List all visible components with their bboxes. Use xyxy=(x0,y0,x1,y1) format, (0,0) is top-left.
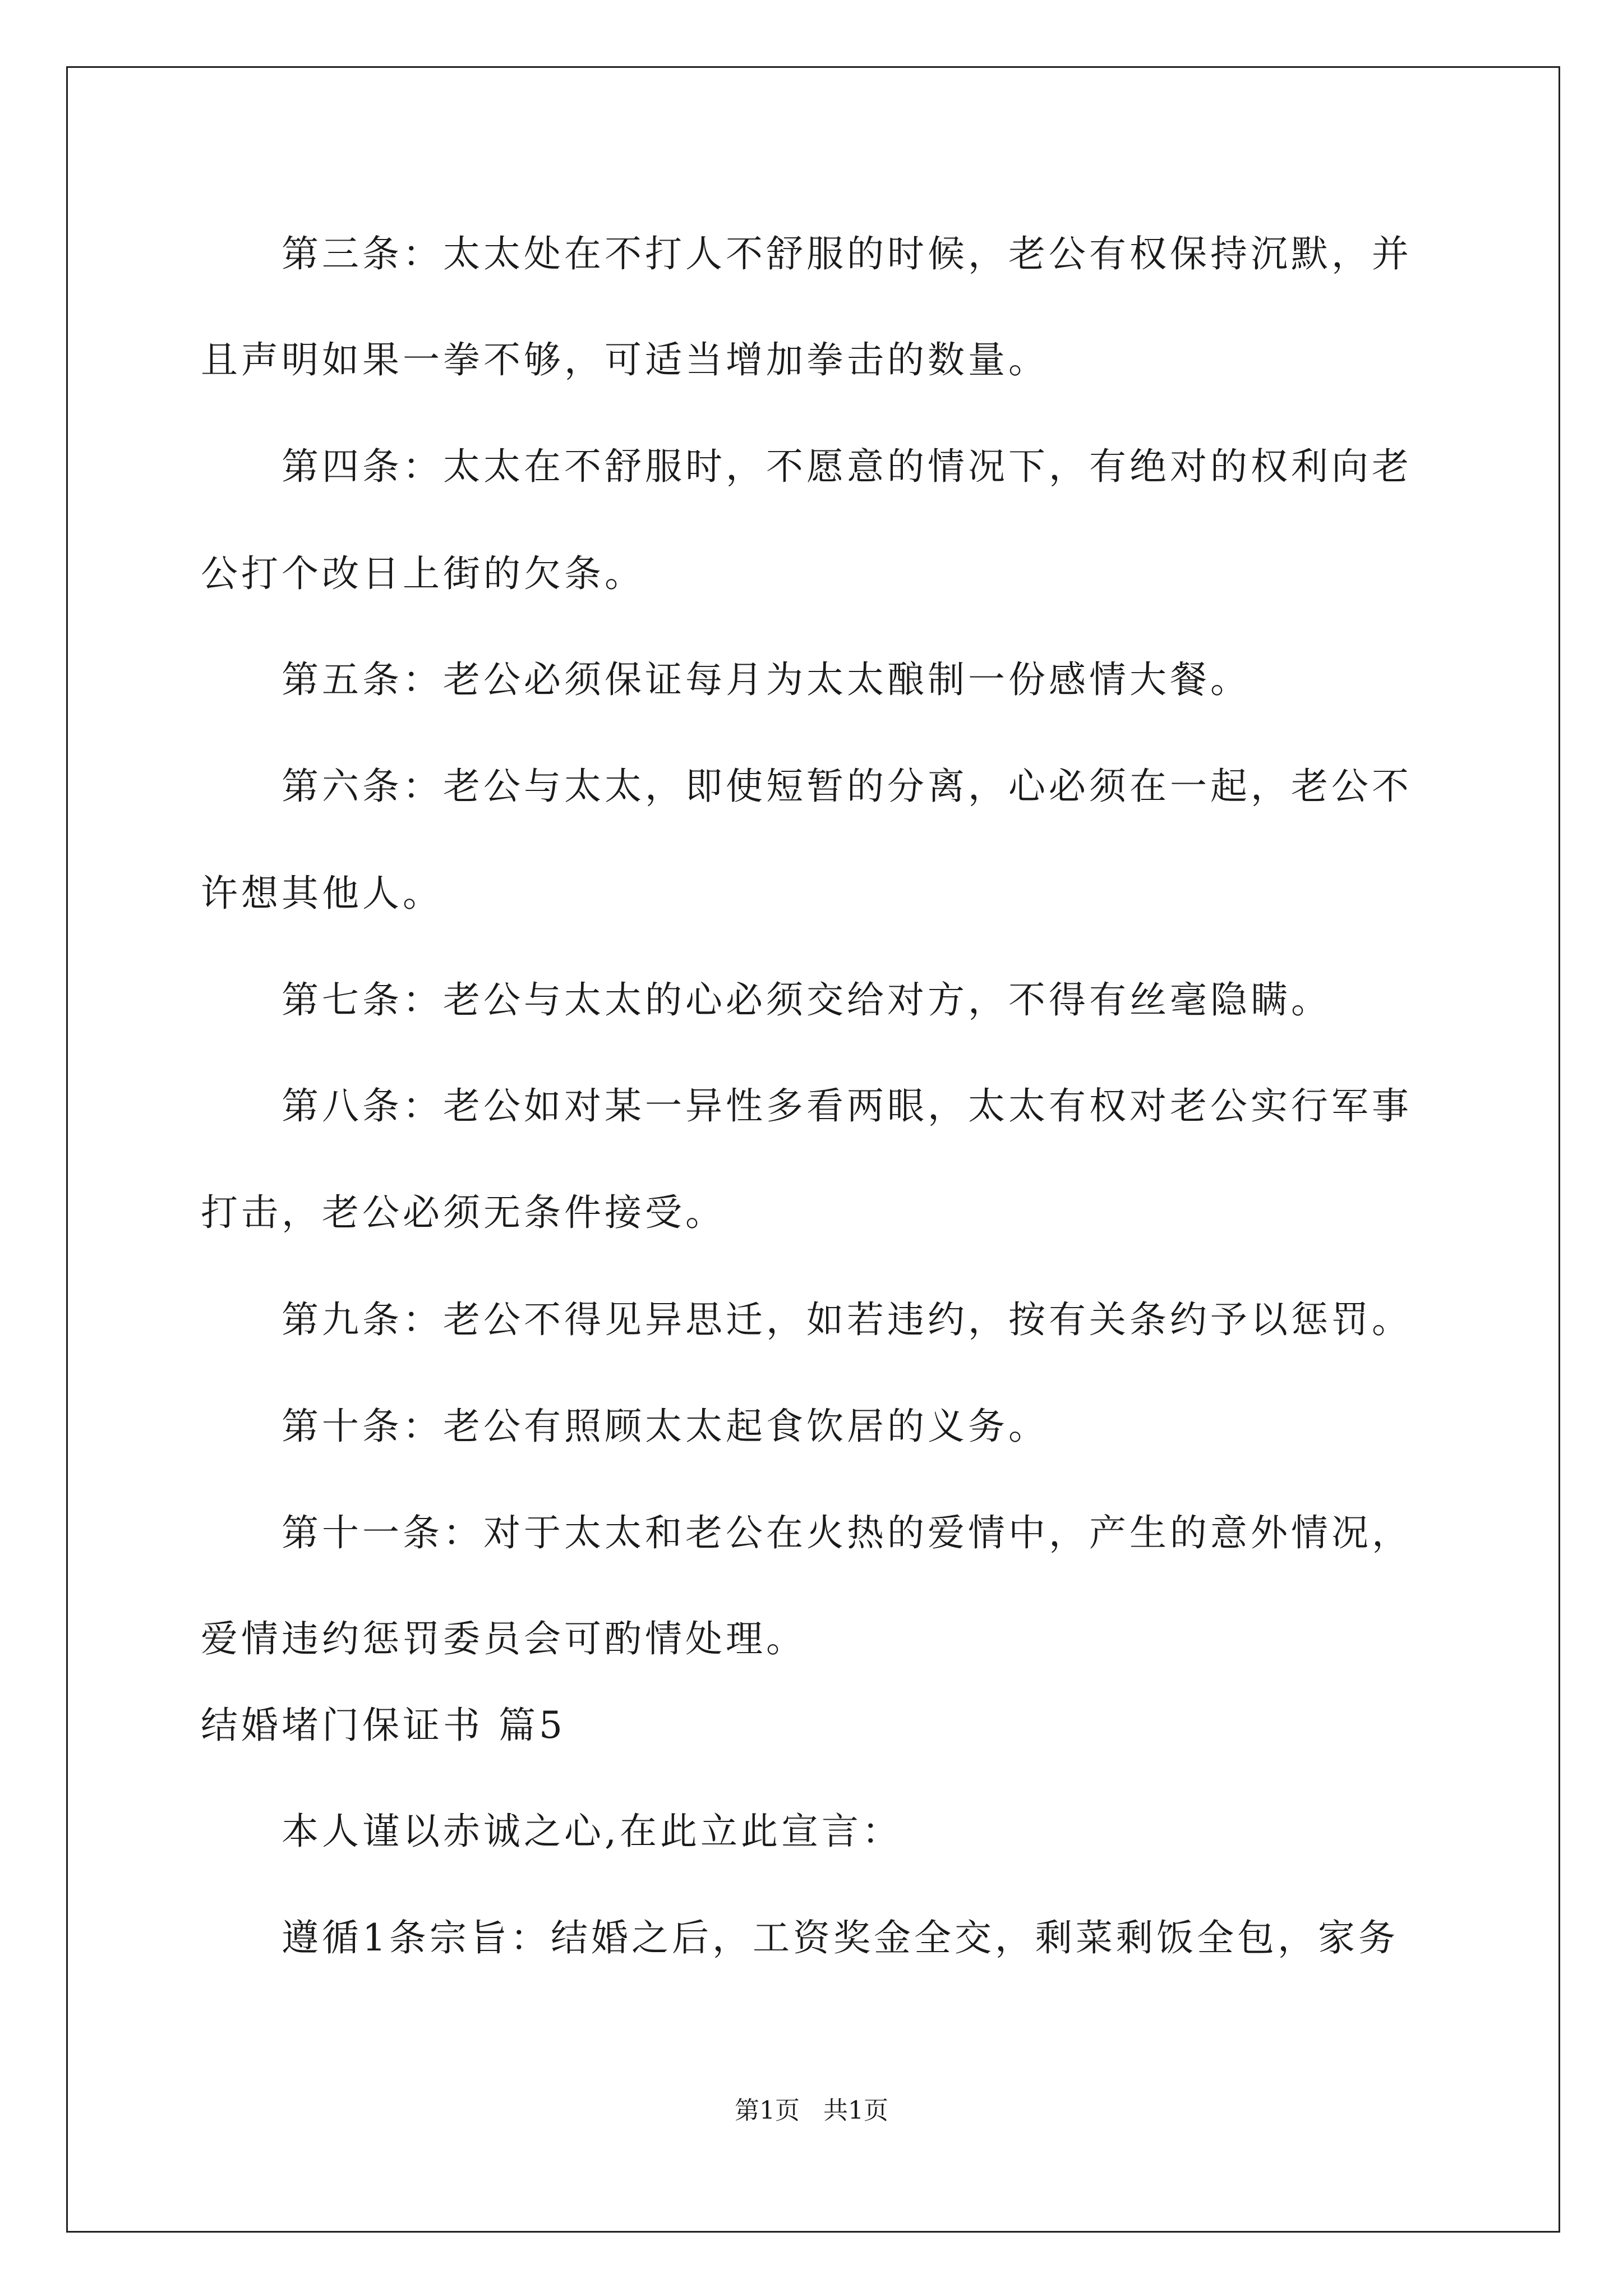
text-line: 且声明如果一拳不够，可适当增加拳击的数量。 xyxy=(201,338,1049,381)
text-line: 遵循1条宗旨：结婚之后，工资奖金全交，剩菜剩饭全包，家务 xyxy=(282,1916,1399,1959)
text-line: 第六条：老公与太太，即使短暂的分离，心必须在一起，老公不 xyxy=(282,765,1412,808)
page-number-footer: 第1页 共1页 xyxy=(735,2096,888,2125)
text-line: 第七条：老公与太太的心必须交给对方，不得有丝毫隐瞒。 xyxy=(282,978,1331,1022)
text-line: 第三条：太太处在不打人不舒服的时候，老公有权保持沉默，并 xyxy=(282,232,1412,275)
section-heading: 结婚堵门保证书 篇5 xyxy=(201,1704,566,1747)
text-line: 第四条：太太在不舒服时，不愿意的情况下，有绝对的权利向老 xyxy=(282,445,1412,488)
text-line: 第五条：老公必须保证每月为太太酿制一份感情大餐。 xyxy=(282,658,1251,701)
text-line: 第九条：老公不得见异思迁，如若违约，按有关条约予以惩罚。 xyxy=(282,1298,1412,1341)
text-line: 本人谨以赤诚之心,在此立此宣言： xyxy=(282,1810,902,1853)
text-line: 打击，老公必须无条件接受。 xyxy=(201,1191,726,1234)
text-line: 第八条：老公如对某一异性多看两眼，太太有权对老公实行军事 xyxy=(282,1084,1412,1128)
text-line: 第十一条：对于太太和老公在火热的爱情中，产生的意外情况， xyxy=(282,1511,1412,1554)
text-line: 公打个改日上街的欠条。 xyxy=(201,552,645,595)
text-line: 许想其他人。 xyxy=(201,872,443,915)
page-border xyxy=(66,66,1560,2233)
text-line: 爱情违约惩罚委员会可酌情处理。 xyxy=(201,1617,806,1660)
text-line: 第十条：老公有照顾太太起食饮居的义务。 xyxy=(282,1405,1049,1448)
